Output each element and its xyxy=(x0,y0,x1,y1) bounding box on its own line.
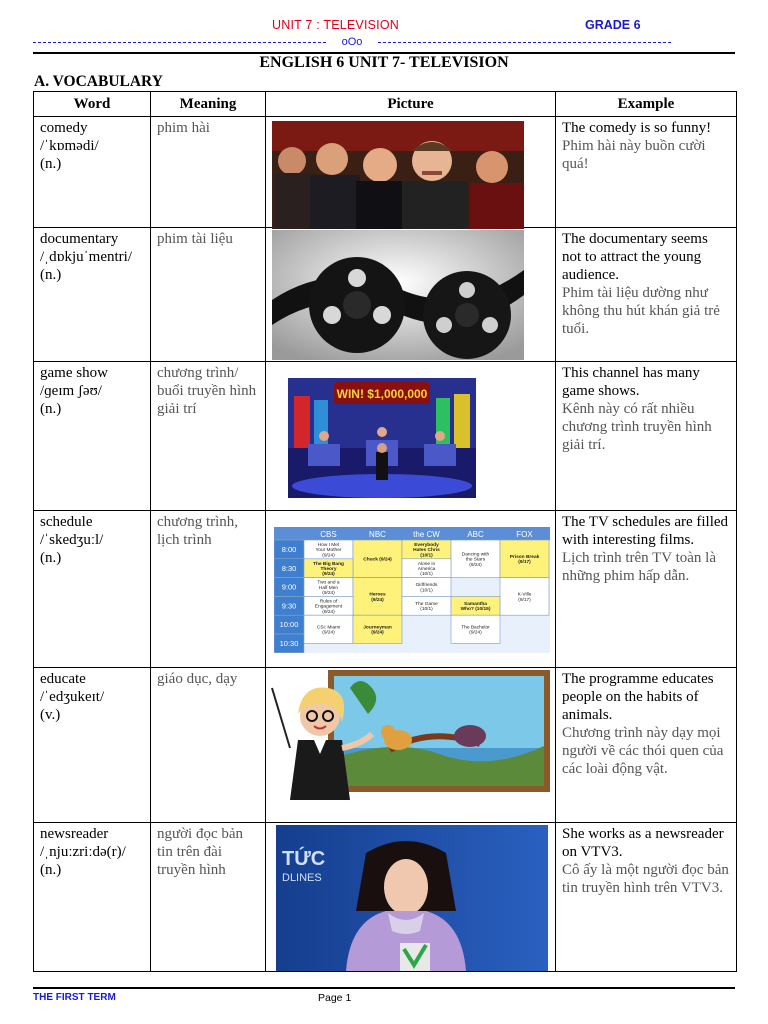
example-en: This channel has many game shows. xyxy=(562,365,700,399)
example-vi: Chương trình này dạy mọi người về các thói quen của các loài động vật. xyxy=(562,725,724,777)
page-title: ENGLISH 6 UNIT 7- TELEVISION xyxy=(259,54,509,71)
footer-rule xyxy=(33,987,735,989)
example-en: She works as a newsreader on VTV3. xyxy=(562,826,724,860)
audience-laughing-photo xyxy=(272,121,524,229)
example-vi: Phim hài này buồn cười quá! xyxy=(562,138,706,172)
schedule-show-title: CSI: Miami (9/24) xyxy=(316,625,341,636)
news-banner-text: TỨC xyxy=(282,848,326,870)
schedule-show-title: The Bachelor (9/24) xyxy=(461,625,490,636)
example-vi: Cô ấy là một người đọc bản tin truyền hình trên VTV3. xyxy=(562,862,729,896)
channel-label: the CW xyxy=(413,530,440,539)
game-show-banner: WIN! $1,000,000 xyxy=(336,387,428,401)
example-cell xyxy=(556,362,737,511)
picture-cell xyxy=(266,362,556,511)
time-label: 10:00 xyxy=(279,620,299,630)
time-label: 9:30 xyxy=(281,601,297,611)
meaning: phim hài xyxy=(157,120,210,136)
word: game show xyxy=(40,365,108,381)
meaning-cell xyxy=(151,511,266,668)
word: comedy xyxy=(40,120,88,136)
word: documentary xyxy=(40,231,119,247)
teacher-cartoon xyxy=(270,668,550,820)
example-cell xyxy=(556,823,737,972)
footer-page-number: Page 1 xyxy=(318,992,352,1004)
tv-schedule-grid xyxy=(274,527,550,653)
table-header-row xyxy=(34,92,737,117)
channel-label: FOX xyxy=(516,530,533,539)
meaning: người đọc bản tin trên đài truyền hình xyxy=(157,826,244,878)
part-of-speech: (n.) xyxy=(40,267,62,283)
time-label: 8:30 xyxy=(281,563,297,573)
example-en: The documentary seems not to attract the young audience. xyxy=(562,231,708,283)
ipa: /ˈedʒukeɪt/ xyxy=(40,689,105,705)
schedule-header-bar xyxy=(274,527,550,540)
schedule-show-title: Chuck (9/24) xyxy=(363,557,392,563)
col-header-example: Example xyxy=(556,92,737,117)
schedule-show-title: Two and a Half Men (9/24) xyxy=(317,580,340,596)
ipa: /ˈskedʒuːl/ xyxy=(40,532,104,548)
schedule-show-title: Heroes (9/24) xyxy=(369,592,386,603)
example-cell xyxy=(556,511,737,668)
table-row xyxy=(34,228,737,362)
word-cell xyxy=(34,117,151,228)
meaning: chương trình/ buổi truyền hình giải trí xyxy=(157,365,257,417)
part-of-speech: (n.) xyxy=(40,156,62,172)
part-of-speech: (n.) xyxy=(40,862,62,878)
schedule-show-title: Prison Break (9/17) xyxy=(509,555,540,566)
news-banner-subtext: DLINES xyxy=(282,872,322,884)
meaning-cell xyxy=(151,823,266,972)
meaning-cell xyxy=(151,117,266,228)
table-row xyxy=(34,668,737,823)
dash-left xyxy=(33,42,326,43)
picture-cell xyxy=(266,668,556,823)
meaning-cell xyxy=(151,362,266,511)
word: schedule xyxy=(40,514,93,530)
film-reel-photo xyxy=(272,230,524,360)
schedule-show-title: The Game (10/1) xyxy=(415,602,438,613)
word: educate xyxy=(40,671,86,687)
col-header-word: Word xyxy=(34,92,151,117)
schedule-show-title: Dancing with the Stars (9/24) xyxy=(461,552,490,568)
schedule-show-title: Alone in America (10/1) xyxy=(417,561,436,578)
channel-label: ABC xyxy=(467,530,484,539)
section-heading: A. VOCABULARY xyxy=(34,73,163,90)
table-row xyxy=(34,511,737,668)
header-unit: UNIT 7 : TELEVISION xyxy=(272,18,399,32)
example-cell xyxy=(556,228,737,362)
table-row xyxy=(34,362,737,511)
example-en: The programme educates people on the habits of animals. xyxy=(562,671,714,723)
col-header-meaning: Meaning xyxy=(151,92,266,117)
time-label: 8:00 xyxy=(281,545,297,554)
ipa: /ˈkɒmədi/ xyxy=(40,138,99,154)
ipa: /ɡeɪm ʃəʊ/ xyxy=(40,383,102,399)
word-cell xyxy=(34,668,151,823)
example-vi: Lịch trình trên TV toàn là những phim hấp dẫn. xyxy=(562,550,716,584)
picture-cell xyxy=(266,511,556,668)
example-en: The comedy is so funny! xyxy=(562,120,712,136)
schedule-show-title: K-Ville (9/17) xyxy=(517,592,532,603)
col-header-picture: Picture xyxy=(266,92,556,117)
schedule-show-title: Samantha Who? (10/15) xyxy=(460,602,491,613)
ipa: /ˌnjuːzriːdə(r)/ xyxy=(40,844,126,860)
schedule-show-title: Rules of Engagement (9/24) xyxy=(314,599,343,615)
part-of-speech: (n.) xyxy=(40,550,62,566)
example-en: The TV schedules are filled with interesting films. xyxy=(562,514,729,548)
header-grade: GRADE 6 xyxy=(585,18,641,32)
schedule-show-title: The Big Bang Theory (9/24) xyxy=(313,561,344,578)
schedule-show-title: Girlfriends (10/1) xyxy=(415,583,438,594)
meaning: chương trình, lịch trình xyxy=(157,514,239,548)
schedule-show-title: How I Met Your Mother (9/24) xyxy=(315,543,342,559)
vocabulary-table xyxy=(33,91,737,972)
word-cell xyxy=(34,362,151,511)
example-vi: Phim tài liệu dường như không thu hút khán giả trẻ tuổi. xyxy=(562,285,720,337)
picture-cell xyxy=(266,823,556,972)
word-cell xyxy=(34,823,151,972)
channel-label: NBC xyxy=(369,530,386,539)
channel-label: CBS xyxy=(320,530,337,539)
dash-right xyxy=(378,42,671,43)
picture-cell xyxy=(266,228,556,362)
ornament: oOo xyxy=(341,36,363,49)
example-cell xyxy=(556,117,737,228)
word: newsreader xyxy=(40,826,109,842)
header-ornament-line xyxy=(33,35,677,49)
meaning-cell xyxy=(151,228,266,362)
example-vi: Kênh này có rất nhiều chương trình truyền hình giải trí. xyxy=(562,401,712,453)
schedule-show-title: Everybody Hates Chris (10/1) xyxy=(413,543,440,559)
news-anchor-photo xyxy=(276,825,548,971)
ipa: /ˌdɒkjuˈmentri/ xyxy=(40,249,132,265)
part-of-speech: (v.) xyxy=(40,707,61,723)
footer-term: THE FIRST TERM xyxy=(33,992,116,1003)
time-label: 10:30 xyxy=(279,639,299,648)
table-row xyxy=(34,117,737,228)
meaning-cell xyxy=(151,668,266,823)
word-cell xyxy=(34,228,151,362)
example-cell xyxy=(556,668,737,823)
meaning: phim tài liệu xyxy=(157,231,233,247)
table-row xyxy=(34,823,737,972)
schedule-show-title: Journeyman (9/24) xyxy=(363,625,392,636)
meaning: giáo dục, dạy xyxy=(157,671,238,687)
word-cell xyxy=(34,511,151,668)
game-show-stage-photo xyxy=(288,378,476,498)
time-label: 9:00 xyxy=(281,582,297,592)
part-of-speech: (n.) xyxy=(40,401,62,417)
picture-cell xyxy=(266,117,556,228)
